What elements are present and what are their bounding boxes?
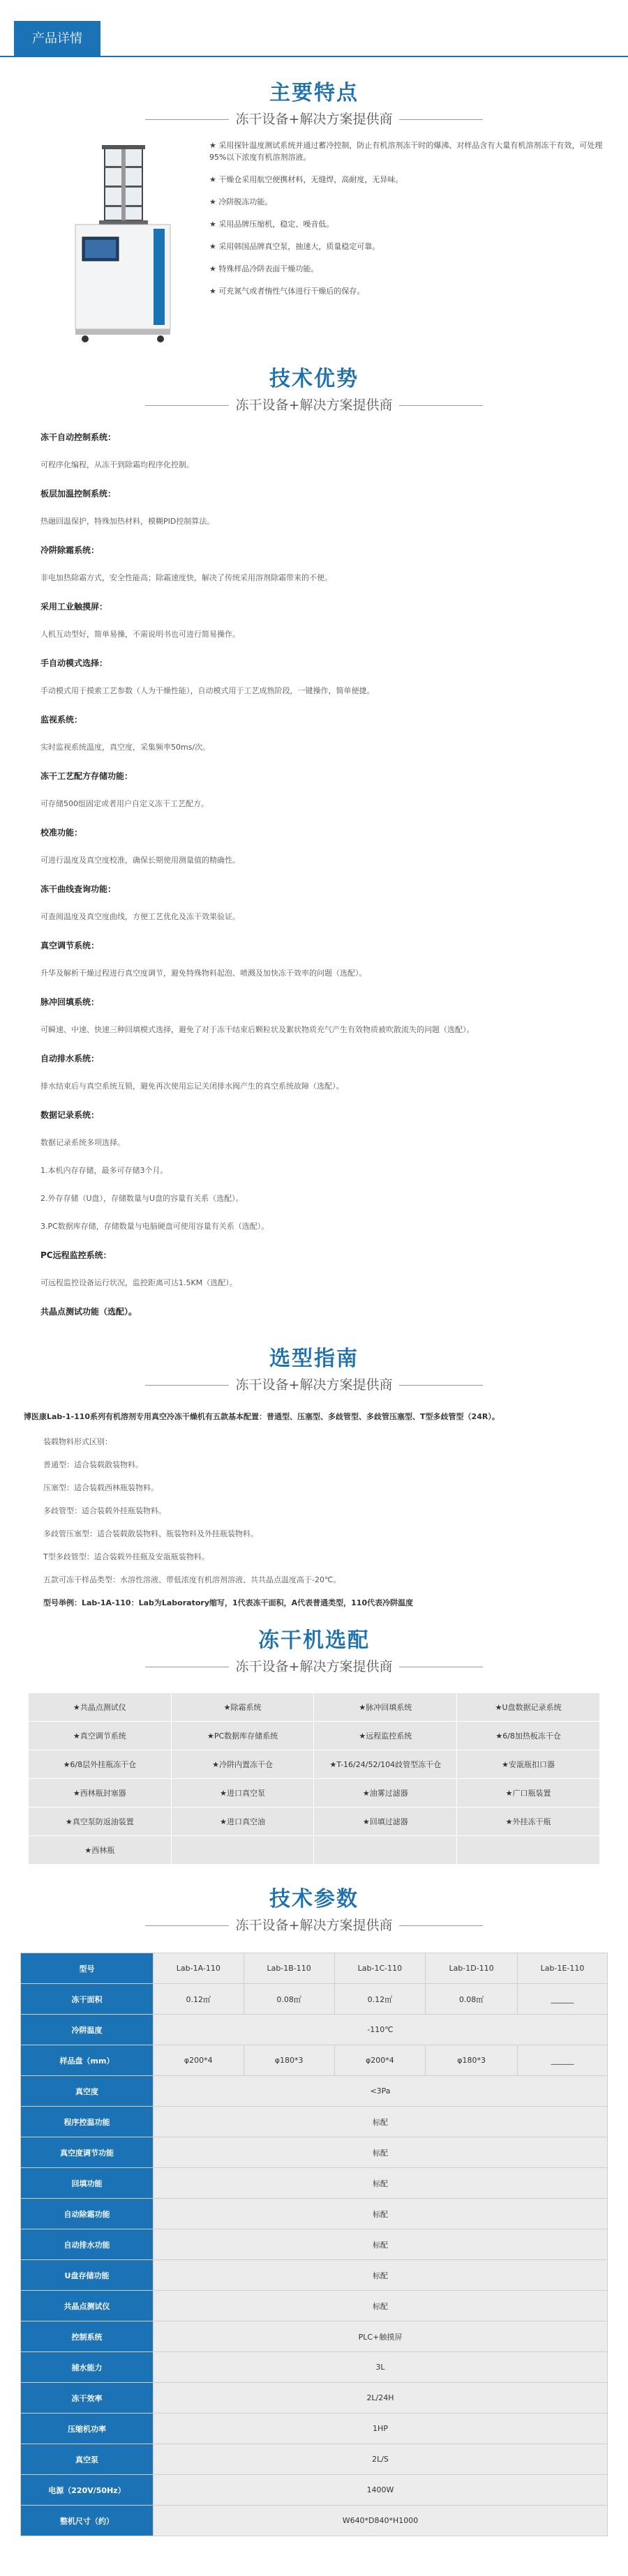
spec-subtitle: 冻干设备+解决方案提供商 xyxy=(235,1918,393,1933)
option-cell: ★安瓿瓶扣口器 xyxy=(457,1750,600,1779)
spec-key: 控制系统 xyxy=(21,2321,154,2352)
option-cell: ★脉冲回填系统 xyxy=(314,1693,457,1722)
table-row xyxy=(21,2506,608,2536)
options-header xyxy=(0,1627,628,1676)
spec-value: 1400W xyxy=(154,2475,608,2506)
spec-value: 标配 xyxy=(154,2107,608,2137)
table-row xyxy=(21,2015,608,2045)
spec-model: Lab-1D-110 xyxy=(426,1953,518,1984)
adv-heading: 共晶点测试功能（选配）。 xyxy=(40,1307,137,1317)
spec-value: 标配 xyxy=(154,2291,608,2321)
guide-header xyxy=(0,1345,628,1394)
spec-value: 标配 xyxy=(154,2199,608,2229)
option-cell: ★PC数据库存储系统 xyxy=(171,1722,314,1750)
table-row xyxy=(29,1836,600,1865)
adv-text: 实时监视系统温度，真空度，采集频率50ms/次。 xyxy=(40,743,211,752)
guide-model-example: 型号举例：Lab-1A-110：Lab为Laboratory缩写，1代表冻干面积，A代表普通类型，110代表冷阱温度 xyxy=(43,1598,414,1607)
divider xyxy=(399,119,483,120)
guide-subtitle: 冻干设备+解决方案提供商 xyxy=(235,1377,393,1393)
spec-model: Lab-1E-110 xyxy=(518,1953,608,1984)
table-row xyxy=(21,2321,608,2352)
adv-heading: 手自动模式选择： xyxy=(40,658,108,668)
adv-text: 排水结束后与真空系统互锁，避免再次使用忘记关闭排水阀产生的真空系统故障（选配）。 xyxy=(40,1082,344,1091)
table-row xyxy=(21,2045,608,2076)
spec-key: 冻干面积 xyxy=(21,1984,154,2015)
option-cell xyxy=(314,1836,457,1865)
guide-title: 选型指南 xyxy=(269,1347,359,1371)
option-cell: ★真空泵防返油装置 xyxy=(29,1808,172,1836)
spec-value: -110℃ xyxy=(154,2015,608,2045)
divider xyxy=(145,405,229,406)
option-cell: ★西林瓶封塞器 xyxy=(29,1779,172,1808)
adv-text: 可进行温度及真空度校准，确保长期使用测量值的精确性。 xyxy=(40,856,240,865)
adv-text: 3.PC数据库存储，存储数量与电脑硬盘可使用容量有关系（选配）。 xyxy=(40,1222,269,1231)
option-cell: ★远程监控系统 xyxy=(314,1722,457,1750)
spec-key: 整机尺寸（约） xyxy=(21,2506,154,2536)
option-cell: ★6/8层外挂瓶冻干仓 xyxy=(29,1750,172,1779)
option-cell: ★真空调节系统 xyxy=(29,1722,172,1750)
feature-item: ★ 采用品牌压缩机，稳定、噪音低。 xyxy=(209,220,334,229)
option-cell: ★6/8加热板冻干仓 xyxy=(457,1722,600,1750)
adv-heading: 监视系统： xyxy=(40,715,83,725)
spec-value: 0.08㎡ xyxy=(426,1984,518,2015)
table-row xyxy=(21,2199,608,2229)
adv-heading: 板层加温控制系统： xyxy=(40,489,117,499)
spec-key: 冻干效率 xyxy=(21,2383,154,2414)
table-row xyxy=(21,2168,608,2199)
features-header xyxy=(0,79,628,128)
option-cell: ★油雾过滤器 xyxy=(314,1779,457,1808)
feature-item: ★ 可充氮气或者惰性气体进行干燥后的保存。 xyxy=(209,287,365,296)
spec-header xyxy=(0,1886,628,1934)
table-row xyxy=(21,2291,608,2321)
freeze-dryer-image xyxy=(0,132,209,363)
options-table xyxy=(28,1692,600,1865)
spec-key: 真空泵 xyxy=(21,2444,154,2475)
spec-key: U盘存储功能 xyxy=(21,2260,154,2291)
divider xyxy=(145,1925,229,1926)
spec-key: 自动排水功能 xyxy=(21,2229,154,2260)
spec-value: 1HP xyxy=(154,2414,608,2444)
adv-heading: 冻干自动控制系统： xyxy=(40,432,117,442)
divider xyxy=(145,1385,229,1386)
guide-line: 多歧管型：适合装载外挂瓶装物料。 xyxy=(43,1506,166,1515)
options-title: 冻干机选配 xyxy=(258,1628,370,1653)
option-cell: ★T-16/24/52/104歧管型冻干仓 xyxy=(314,1750,457,1779)
feature-item: ★ 冷阱脱冻功能。 xyxy=(209,197,273,206)
table-row xyxy=(21,2229,608,2260)
feature-item: ★ 采用探针温度测试系统并通过蓄冷控制，防止有机溶剂冻干时的爆沸、对样品含有大量有机溶剂冻干有效，可处理95%以下浓度有机溶剂溶液。 xyxy=(209,141,603,162)
table-row xyxy=(21,2444,608,2475)
adv-heading: 真空调节系统： xyxy=(40,941,100,950)
adv-text: 1.本机内存存储，最多可存储3个月。 xyxy=(40,1166,168,1175)
adv-text: 可程序化编程，从冻干到除霜均程序化控制。 xyxy=(40,460,194,469)
spec-value: 0.08㎡ xyxy=(244,1984,334,2015)
advantages-header xyxy=(0,365,628,414)
table-row xyxy=(29,1808,600,1836)
spec-value: 3L xyxy=(154,2352,608,2383)
table-row xyxy=(21,1953,608,1984)
table-row xyxy=(21,2107,608,2137)
option-cell: ★回填过滤器 xyxy=(314,1808,457,1836)
spec-value: 标配 xyxy=(154,2229,608,2260)
feature-item: ★ 干燥仓采用航空便携材料，无缝焊，高耐度，无异味。 xyxy=(209,175,403,184)
advantages-subtitle: 冻干设备+解决方案提供商 xyxy=(235,397,393,413)
table-row xyxy=(21,2383,608,2414)
spec-value: 标配 xyxy=(154,2168,608,2199)
adv-text: 可瞬速、中速、快速三种回填模式选择，避免了对于冻干结束后颗粒状及絮状物质充气产生有效物质被吹散流失的问题（选配）。 xyxy=(40,1025,474,1034)
spec-key: 真空度调节功能 xyxy=(21,2137,154,2168)
spec-key: 电源（220V/50Hz） xyxy=(21,2475,154,2506)
spec-key: 共晶点测试仪 xyxy=(21,2291,154,2321)
adv-heading: 数据记录系统： xyxy=(40,1110,100,1120)
adv-heading: 冻干曲线查询功能： xyxy=(40,884,117,894)
adv-heading: 冷阱除霜系统： xyxy=(40,545,100,555)
guide-line: 五款可冻干样品类型：水溶性溶液、带低浓度有机溶剂溶液、共共晶点温度高于-20℃。 xyxy=(43,1575,341,1584)
adv-text: 人机互动型好，简单易操，不需说明书也可进行简易操作。 xyxy=(40,630,240,639)
adv-text: 可查阅温度及真空度曲线，方便工艺优化及冻干效果验证。 xyxy=(40,912,240,921)
guide-intro: 博医康Lab-1-110系列有机溶剂专用真空冷冻干燥机有五款基本配置：普通型、压塞型、多歧管型、多歧管压塞型、T型多歧管型（24R）。 xyxy=(24,1412,500,1421)
spec-value: φ180*3 xyxy=(244,2045,334,2076)
adv-text: 2.外存存储（U盘），存储数量与U盘的容量有关系（选配）。 xyxy=(40,1194,244,1203)
adv-heading: 采用工业触摸屏： xyxy=(40,602,108,612)
table-row xyxy=(21,1984,608,2015)
guide-line: 装载物料形式区别： xyxy=(43,1437,112,1446)
spec-value: ______ xyxy=(518,1984,608,2015)
guide-line: 压塞型：适合装载西林瓶装物料。 xyxy=(43,1483,158,1492)
freeze-dryer-illustration xyxy=(0,132,209,363)
option-cell: ★除霜系统 xyxy=(171,1693,314,1722)
option-cell: ★西林瓶 xyxy=(29,1836,172,1865)
spec-model: Lab-1A-110 xyxy=(154,1953,244,1984)
divider xyxy=(399,1925,483,1926)
spec-value: PLC+触摸屏 xyxy=(154,2321,608,2352)
spec-value: 标配 xyxy=(154,2260,608,2291)
table-row xyxy=(21,2475,608,2506)
features-list xyxy=(209,132,628,363)
divider xyxy=(399,405,483,406)
table-row xyxy=(29,1693,600,1722)
table-row xyxy=(21,2260,608,2291)
spec-value: 2L/24H xyxy=(154,2383,608,2414)
spec-key: 捕水能力 xyxy=(21,2352,154,2383)
option-cell: ★冷阱内置冻干仓 xyxy=(171,1750,314,1779)
table-row xyxy=(21,2137,608,2168)
divider xyxy=(399,1385,483,1386)
spec-key: 程序控温功能 xyxy=(21,2107,154,2137)
adv-heading: 冻干工艺配方存储功能： xyxy=(40,771,133,781)
option-cell: ★进口真空油 xyxy=(171,1808,314,1836)
spec-key: 型号 xyxy=(21,1953,154,1984)
table-row xyxy=(21,2076,608,2107)
adv-text: 非电加热除霜方式，安全性能高；除霜速度快，解决了传统采用溶剂除霜带来的不便。 xyxy=(40,573,332,582)
table-row xyxy=(21,2414,608,2444)
option-cell xyxy=(171,1836,314,1865)
spec-key: 真空度 xyxy=(21,2076,154,2107)
option-cell: ★广口瓶装置 xyxy=(457,1779,600,1808)
adv-text: 手动模式用于摸索工艺参数（人为干燥性能），自动模式用于工艺成熟阶段，一键操作，简单便捷。 xyxy=(40,686,375,695)
divider xyxy=(145,119,229,120)
option-cell: ★共晶点测试仪 xyxy=(29,1693,172,1722)
option-cell: ★外挂冻干瓶 xyxy=(457,1808,600,1836)
guide-line: 多歧管压塞型：适合装载散装物料、瓶装物料及外挂瓶装物料。 xyxy=(43,1529,258,1538)
spec-title: 技术参数 xyxy=(269,1887,359,1911)
guide-line: 普通型：适合装载散装物料。 xyxy=(43,1460,143,1469)
table-row xyxy=(21,2352,608,2383)
table-row xyxy=(29,1779,600,1808)
table-row xyxy=(29,1750,600,1779)
spec-key: 样品盘（mm） xyxy=(21,2045,154,2076)
spec-value: φ200*4 xyxy=(334,2045,425,2076)
adv-text: 升华及解析干燥过程进行真空度调节，避免特殊物料起泡、喷溅及加快冻干效率的问题（选配）。 xyxy=(40,969,367,978)
option-cell: ★U盘数据记录系统 xyxy=(457,1693,600,1722)
spec-value: <3Pa xyxy=(154,2076,608,2107)
adv-heading: PC远程监控系统： xyxy=(40,1250,112,1260)
feature-item: ★ 采用韩国品牌真空泵，抽速大，质量稳定可靠。 xyxy=(209,242,380,251)
spec-key: 回填功能 xyxy=(21,2168,154,2199)
adv-heading: 校准功能： xyxy=(40,828,83,838)
guide-body xyxy=(0,1409,628,1609)
adv-heading: 脉冲回填系统： xyxy=(40,997,100,1007)
adv-text: 可远程监控设备运行状况，监控距离可达1.5KM（选配）。 xyxy=(40,1278,237,1287)
spec-value: φ200*4 xyxy=(154,2045,244,2076)
spec-value: 0.12㎡ xyxy=(334,1984,425,2015)
spec-key: 冷阱温度 xyxy=(21,2015,154,2045)
tab-bar xyxy=(0,0,628,57)
tab-product-detail[interactable]: 产品详情 xyxy=(14,21,100,57)
adv-heading: 自动排水系统： xyxy=(40,1054,100,1063)
adv-text: 可存储500组固定或者用户自定义冻干工艺配方。 xyxy=(40,799,209,808)
spec-value: 0.12㎡ xyxy=(154,1984,244,2015)
spec-model: Lab-1C-110 xyxy=(334,1953,425,1984)
feature-item: ★ 特殊样品冷阱表面干燥功能。 xyxy=(209,264,319,273)
features-title: 主要特点 xyxy=(269,81,359,105)
adv-text: 热融回温保护，特殊加热材料，模糊PID控制算法。 xyxy=(40,517,215,526)
spec-table xyxy=(20,1953,608,2536)
spec-value: ______ xyxy=(518,2045,608,2076)
spec-model: Lab-1B-110 xyxy=(244,1953,334,1984)
spec-key: 压缩机功率 xyxy=(21,2414,154,2444)
spec-value: 标配 xyxy=(154,2137,608,2168)
table-row xyxy=(29,1722,600,1750)
spec-key: 自动除霜功能 xyxy=(21,2199,154,2229)
features-block xyxy=(0,132,628,363)
spec-value: 2L/S xyxy=(154,2444,608,2475)
option-cell xyxy=(457,1836,600,1865)
spec-value: W640*D840*H1000 xyxy=(154,2506,608,2536)
options-subtitle: 冻干设备+解决方案提供商 xyxy=(235,1659,393,1674)
advantages-title: 技术优势 xyxy=(269,367,359,391)
option-cell: ★进口真空泵 xyxy=(171,1779,314,1808)
advantages-list xyxy=(0,431,628,1317)
guide-line: T型多歧管型：适合装载外挂瓶及安瓿瓶装物料。 xyxy=(43,1552,209,1561)
features-subtitle: 冻干设备+解决方案提供商 xyxy=(235,112,393,127)
adv-text: 数据记录系统多项选择。 xyxy=(40,1138,125,1147)
spec-value: φ180*3 xyxy=(426,2045,518,2076)
